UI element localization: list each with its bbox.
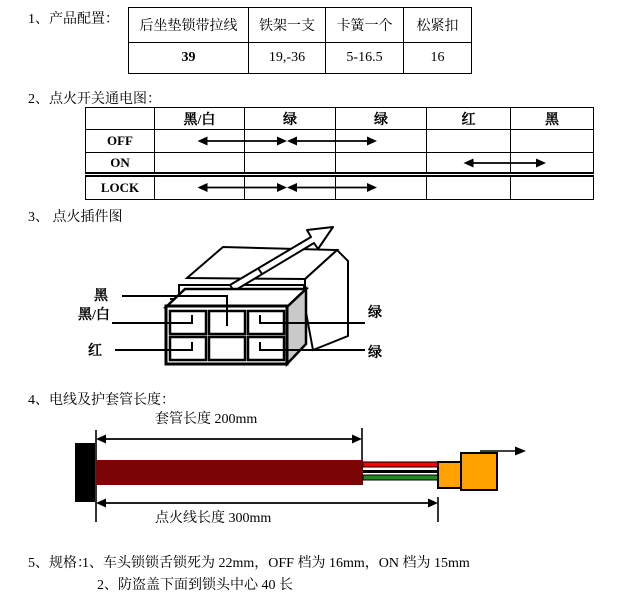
config-header-cell: 铁架一支 <box>249 8 326 43</box>
green-wire <box>363 475 438 480</box>
red-wire <box>363 462 438 467</box>
sheath-length-label: 套管长度 200mm <box>155 412 258 427</box>
connector-label-green-top: 绿 <box>368 306 382 321</box>
lock-end-block <box>75 443 95 502</box>
connector-body-large <box>461 453 497 490</box>
product-config-table <box>128 7 472 74</box>
switch-row-label: ON <box>86 153 155 175</box>
config-header-cell: 后坐垫锁带拉线 <box>129 8 249 43</box>
section-5-heading: 5、规格： <box>28 556 91 571</box>
switch-row-label: LOCK <box>86 175 155 200</box>
connector-label-black-white: 黑/白 <box>78 308 110 323</box>
config-value-cell: 19,-36 <box>249 43 326 74</box>
black-wire <box>363 470 438 473</box>
section-1-heading: 1、产品配置： <box>28 12 119 27</box>
sheath-tube <box>96 460 363 485</box>
config-value-cell: 39 <box>129 43 249 74</box>
spec-line-1: 1、车头锁锁舌锁死为 22mm，OFF 档为 16mm，ON 档为 15mm <box>82 556 470 571</box>
section-3-heading: 3、 点火插件图 <box>28 210 123 225</box>
connector-label-black: 黑 <box>94 289 108 304</box>
section-4-heading: 4、电线及护套管长度： <box>28 393 175 408</box>
config-value-cell: 5-16.5 <box>326 43 404 74</box>
connector-body-small <box>438 462 461 488</box>
config-header-cell: 卡簧一个 <box>326 8 404 43</box>
config-value-cell: 16 <box>404 43 472 74</box>
switch-corner-cell <box>86 108 155 130</box>
wire-length-label: 点火线长度 300mm <box>155 511 272 526</box>
spec-line-2: 2、防盗盖下面到锁头中心 40 长 <box>97 578 293 593</box>
switch-col-header: 黑 <box>511 108 594 130</box>
connector-label-green-bottom: 绿 <box>368 346 382 361</box>
switch-col-header: 红 <box>427 108 511 130</box>
ignition-switch-table <box>85 107 594 200</box>
switch-col-header: 绿 <box>336 108 427 130</box>
wire-length-diagram <box>60 405 550 540</box>
switch-col-header: 黑/白 <box>155 108 245 130</box>
config-header-cell: 松紧扣 <box>404 8 472 43</box>
switch-col-header: 绿 <box>245 108 336 130</box>
switch-row-label: OFF <box>86 130 155 153</box>
section-2-heading: 2、点火开关通电图： <box>28 92 161 107</box>
connector-label-red: 红 <box>88 344 102 359</box>
connector-diagram <box>60 208 400 380</box>
